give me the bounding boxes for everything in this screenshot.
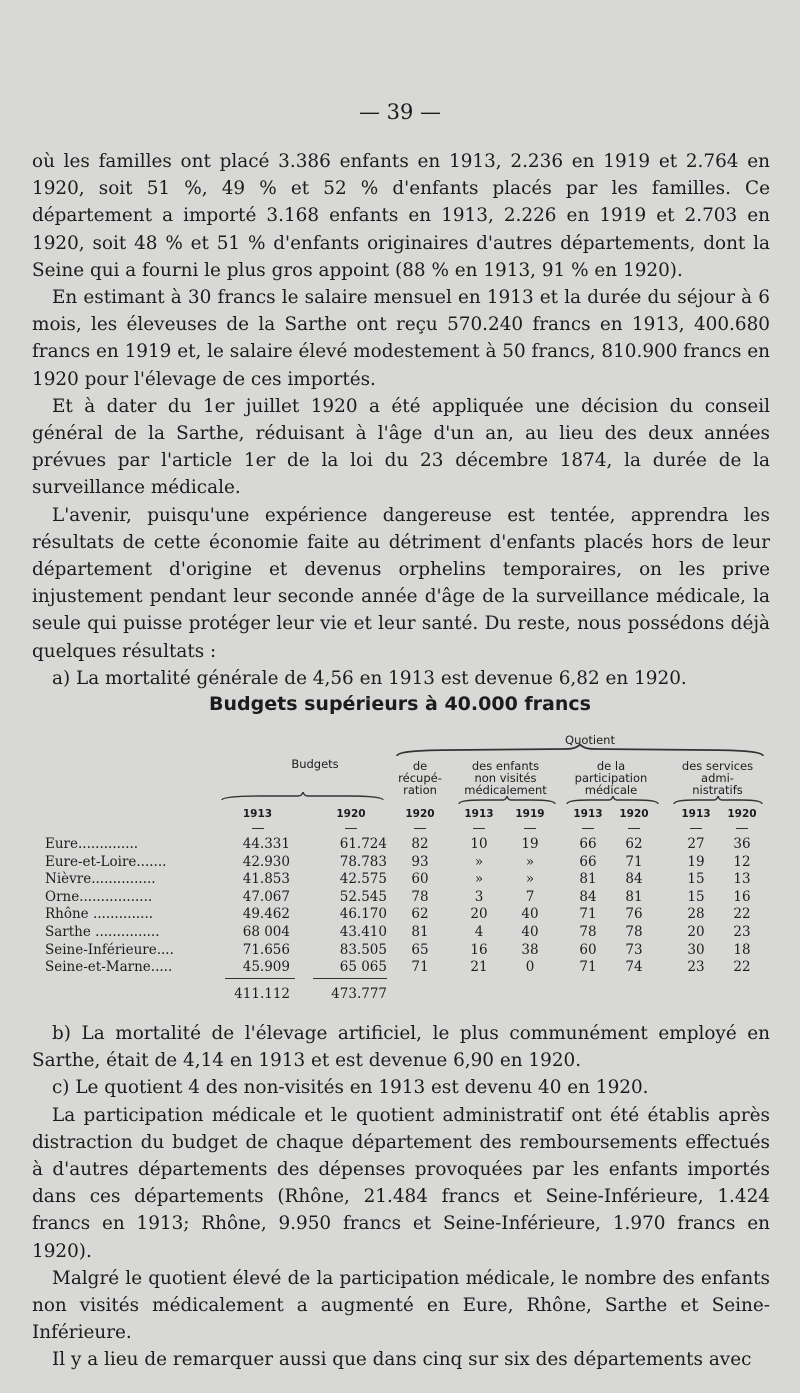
cell-rec: 60 [411, 871, 429, 888]
cell-sa20: 13 [733, 871, 751, 888]
cell-b13: 68 004 [242, 924, 290, 940]
cell-pm20: 71 [625, 853, 643, 870]
cell-b13: 49.462 [242, 906, 290, 923]
cell-rec: 81 [411, 924, 429, 940]
non-visites-header: des enfants non visités médicalement [464, 759, 547, 797]
cell-pm20: 62 [625, 836, 643, 852]
cell-pm20: 81 [625, 888, 643, 905]
cell-pm13: 66 [579, 853, 597, 870]
dash [414, 828, 426, 829]
cell-ne19: 38 [521, 941, 539, 958]
paragraph: a) La mortalité générale de 4,56 en 1913 est devenue 6,82 en 1920. [52, 667, 687, 689]
cell-pm13: 71 [579, 906, 597, 923]
cell-sa20: 22 [733, 959, 751, 976]
row-department: Nièvre............... [45, 871, 156, 888]
dash [345, 828, 357, 829]
cell-b20: 52.545 [339, 888, 387, 905]
row-department: Eure.............. [45, 836, 139, 852]
paragraph: où les familles ont placé 3.386 enfants en 1913, 2.236 en 1919 et 2.764 en 1920, soit 51 %, 49 % et 52 % d'enfants placés par les familles. Ce département a importé 3.168 enfants en 1913, 2.226 en 1919 et 2.703 en 1920, soit 48 % et 51 % d'enfants originaires d'autres départements, dont la Seine qui a fourni le plus gros appoint (88 % en 1913, 91 % en 1920). [32, 151, 770, 281]
cell-ne13: 16 [470, 941, 488, 958]
dash [582, 828, 594, 829]
cell-pm13: 71 [579, 959, 597, 976]
year-budget-1920: 1920 [336, 808, 366, 820]
cell-b13: 71.656 [242, 941, 290, 958]
cell-sa13: 19 [687, 853, 705, 870]
row-department: Sarthe ............... [45, 924, 160, 940]
cell-rec: 78 [411, 888, 429, 905]
budgets-brace [220, 792, 385, 802]
year-participation-1920: 1920 [619, 808, 649, 820]
cell-b13: 44.331 [242, 836, 290, 852]
cell-sa13: 23 [687, 959, 705, 976]
cell-rec: 62 [411, 906, 429, 923]
row-department: Seine-et-Marne..... [45, 959, 173, 976]
cell-ne13: 4 [474, 924, 484, 940]
cell-sa20: 18 [733, 941, 751, 958]
non-visites-brace [457, 796, 557, 806]
dash [736, 828, 748, 829]
row-department: Rhône .............. [45, 906, 154, 923]
cell-pm20: 84 [625, 871, 643, 888]
cell-b20: 78.783 [339, 853, 387, 870]
cell-pm13: 81 [579, 871, 597, 888]
cell-pm20: 78 [625, 924, 643, 940]
cell-ne19: » [525, 853, 535, 870]
paragraph: En estimant à 30 francs le salaire mensuel en 1913 et la durée du séjour à 6 mois, les éleveuses de la Sarthe ont reçu 570.240 francs en 1913, 400.680 francs en 1919 et, le salaire élevé modestement à 50 francs, 810.900 francs en 1920 pour l'élevage de ces importés. [32, 287, 770, 390]
cell-rec: 93 [411, 853, 429, 870]
services-header: des services admi- nistratifs [681, 759, 754, 797]
row-department: Seine-Inférieure.... [45, 941, 174, 958]
paragraph: L'avenir, puisqu'une expérience dangereuse est tentée, apprendra les résultats de cette économie faite au détriment d'enfants placés hors de leur département d'origine et devenus orphelins temporaires, on les prive injustement pendant leur seconde année d'âge de la surveillance médicale, la seule qui puisse protéger leur vie et leur santé. Du reste, nous possédons déjà quelques résultats : [32, 504, 770, 662]
cell-ne19: 40 [521, 906, 539, 923]
paragraph: Et à dater du 1er juillet 1920 a été appliquée une décision du conseil général de la Sarthe, réduisant à l'âge d'un an, au lieu des deux années prévues par l'article 1er de la loi du 23 décembre 1874, la durée de la surveillance médicale. [32, 395, 770, 499]
participation-brace [565, 796, 660, 806]
dash [252, 828, 264, 829]
quotient-header: Quotient [565, 733, 615, 747]
year-services-1913: 1913 [681, 808, 711, 820]
cell-b13: 45.909 [242, 959, 290, 976]
cell-b13: 47.067 [242, 888, 290, 905]
cell-sa20: 16 [733, 888, 751, 905]
cell-b20: 43.410 [339, 924, 387, 940]
total-budget-1913: 411.112 [234, 986, 290, 1002]
cell-ne13: 10 [470, 836, 488, 852]
cell-sa13: 28 [687, 906, 705, 923]
cell-ne13: » [474, 871, 484, 888]
cell-pm20: 74 [625, 959, 643, 976]
table-title: Budgets supérieurs à 40.000 francs [209, 693, 591, 715]
cell-sa20: 36 [733, 836, 751, 852]
year-budget-1913: 1913 [242, 808, 273, 820]
paragraph: Il y a lieu de remarquer aussi que dans cinq sur six des départements avec [52, 1349, 752, 1371]
text-block-top [32, 148, 770, 692]
row-department: Orne................. [45, 888, 153, 905]
cell-pm20: 76 [625, 906, 643, 923]
cell-pm13: 66 [579, 836, 597, 852]
cell-ne19: 40 [521, 924, 539, 940]
cell-ne19: » [525, 871, 535, 888]
cell-sa13: 20 [687, 924, 705, 940]
page-number: — 39 — [358, 100, 442, 124]
paragraph: b) La mortalité de l'élevage artificiel, le plus communément employé en Sarthe, était de 4,14 en 1913 et est devenue 6,90 en 1920. [32, 1023, 770, 1072]
cell-ne13: 21 [470, 959, 488, 976]
quotient-brace [395, 744, 765, 760]
cell-pm13: 60 [579, 941, 597, 958]
cell-pm13: 78 [579, 924, 597, 940]
total-rule-1913 [225, 978, 295, 979]
cell-sa13: 15 [687, 871, 705, 888]
year-services-1920: 1920 [727, 808, 757, 820]
services-brace [672, 796, 764, 806]
participation-header: de la participation médicale [574, 759, 648, 797]
year-participation-1913: 1913 [573, 808, 603, 820]
year-non-visites-1913: 1913 [464, 808, 494, 820]
paragraph: c) Le quotient 4 des non-visités en 1913 est devenu 40 en 1920. [52, 1077, 649, 1099]
cell-sa13: 15 [687, 888, 705, 905]
cell-sa20: 23 [733, 924, 751, 940]
cell-b20: 61.724 [339, 836, 387, 852]
row-department: Eure-et-Loire....... [45, 853, 167, 870]
cell-ne13: 20 [470, 906, 488, 923]
paragraph: La participation médicale et le quotient administratif ont été établis après distraction du budget de chaque département des remboursements effectués à d'autres départements des dépenses provoquées par les enfants importés dans ces départements (Rhône, 21.484 francs et Seine-Inférieure, 1.424 francs en 1913; Rhône, 9.950 francs et Seine-Inférieure, 1.970 francs en 1920). [32, 1104, 770, 1262]
dash [628, 828, 640, 829]
cell-b20: 83.505 [339, 941, 387, 958]
cell-ne13: » [474, 853, 484, 870]
text-block-bottom [32, 1020, 770, 1374]
cell-sa13: 30 [687, 941, 705, 958]
cell-rec: 82 [411, 836, 429, 852]
cell-ne19: 7 [525, 888, 535, 905]
cell-sa13: 27 [687, 836, 705, 852]
cell-b13: 42.930 [242, 853, 290, 870]
cell-ne19: 0 [525, 959, 535, 976]
paragraph: Malgré le quotient élevé de la participation médicale, le nombre des enfants non visités médicalement a augmenté en Eure, Rhône, Sarthe et Seine-Inférieure. [32, 1267, 770, 1344]
cell-b20: 42.575 [339, 871, 387, 888]
total-rule-1920 [313, 978, 387, 979]
dash [524, 828, 536, 829]
cell-b13: 41.853 [242, 871, 290, 888]
cell-rec: 71 [411, 959, 429, 976]
cell-sa20: 12 [733, 853, 751, 870]
cell-pm20: 73 [625, 941, 643, 958]
recuperation-header: de récupé- ration [398, 759, 442, 797]
cell-b20: 46.170 [339, 906, 387, 923]
dash [690, 828, 702, 829]
cell-ne13: 3 [474, 888, 484, 905]
total-budget-1920: 473.777 [331, 986, 387, 1002]
cell-rec: 65 [411, 941, 429, 958]
year-recuperation: 1920 [405, 808, 435, 820]
cell-pm13: 84 [579, 888, 597, 905]
cell-ne19: 19 [521, 836, 539, 852]
cell-sa20: 22 [733, 906, 751, 923]
budgets-header: Budgets [291, 757, 339, 771]
cell-b20: 65 065 [339, 959, 387, 976]
dash [473, 828, 485, 829]
year-non-visites-1919: 1919 [515, 808, 545, 820]
budget-table [45, 730, 765, 1010]
